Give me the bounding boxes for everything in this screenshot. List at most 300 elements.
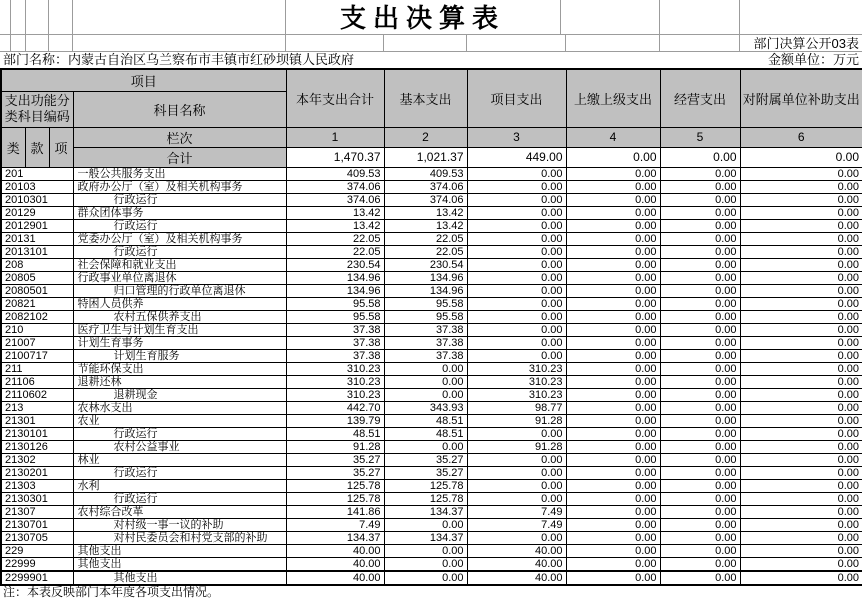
row-value-cell[interactable]: 7.49 bbox=[286, 518, 384, 531]
row-value-cell[interactable]: 0.00 bbox=[740, 180, 862, 193]
row-value-cell[interactable]: 0.00 bbox=[740, 219, 862, 232]
row-value-cell[interactable]: 134.96 bbox=[384, 284, 467, 297]
row-value-cell[interactable]: 0.00 bbox=[740, 375, 862, 388]
row-value-cell[interactable]: 0.00 bbox=[740, 297, 862, 310]
row-value-cell[interactable]: 40.00 bbox=[286, 557, 384, 571]
row-subject-cell[interactable]: 农村公益事业 bbox=[73, 440, 286, 453]
row-value-cell[interactable]: 13.42 bbox=[384, 206, 467, 219]
row-value-cell[interactable]: 310.23 bbox=[286, 375, 384, 388]
row-value-cell[interactable]: 0.00 bbox=[740, 245, 862, 258]
row-code-cell[interactable]: 2130126 bbox=[1, 440, 73, 453]
table-row bbox=[1, 284, 862, 297]
row-value-cell[interactable]: 0.00 bbox=[467, 219, 566, 232]
row-code-cell[interactable]: 213 bbox=[1, 401, 73, 414]
row-code-cell[interactable]: 2130701 bbox=[1, 518, 73, 531]
row-value-cell[interactable]: 0.00 bbox=[467, 531, 566, 544]
row-value-cell[interactable]: 40.00 bbox=[286, 544, 384, 557]
row-value-cell[interactable]: 0.00 bbox=[740, 492, 862, 505]
row-value-cell[interactable]: 40.00 bbox=[467, 544, 566, 557]
row-value-cell[interactable]: 0.00 bbox=[467, 297, 566, 310]
row-value-cell[interactable]: 0.00 bbox=[566, 297, 660, 310]
row-value-cell[interactable]: 0.00 bbox=[566, 375, 660, 388]
row-value-cell[interactable]: 0.00 bbox=[384, 557, 467, 571]
row-value-cell[interactable]: 35.27 bbox=[286, 453, 384, 466]
row-value-cell[interactable]: 125.78 bbox=[286, 479, 384, 492]
row-code-cell[interactable]: 20805 bbox=[1, 271, 73, 284]
row-code-cell[interactable]: 2082102 bbox=[1, 310, 73, 323]
row-value-cell[interactable]: 0.00 bbox=[740, 167, 862, 180]
row-value-cell[interactable]: 0.00 bbox=[660, 375, 740, 388]
row-value-cell[interactable]: 0.00 bbox=[467, 258, 566, 271]
row-value-cell[interactable]: 0.00 bbox=[660, 219, 740, 232]
row-value-cell[interactable]: 0.00 bbox=[740, 258, 862, 271]
total-value[interactable]: 1,470.37 bbox=[286, 147, 384, 167]
row-value-cell[interactable]: 0.00 bbox=[566, 349, 660, 362]
row-subject-cell[interactable]: 行政事业单位离退休 bbox=[73, 271, 286, 284]
row-subject-cell[interactable]: 党委办公厅（室）及相关机构事务 bbox=[73, 232, 286, 245]
row-value-cell[interactable]: 0.00 bbox=[660, 388, 740, 401]
row-value-cell[interactable]: 0.00 bbox=[467, 427, 566, 440]
row-code-cell[interactable]: 2012901 bbox=[1, 219, 73, 232]
row-value-cell[interactable]: 0.00 bbox=[566, 505, 660, 518]
row-value-cell[interactable]: 0.00 bbox=[660, 492, 740, 505]
row-value-cell[interactable]: 98.77 bbox=[467, 401, 566, 414]
row-value-cell[interactable]: 0.00 bbox=[740, 193, 862, 206]
row-value-cell[interactable]: 48.51 bbox=[384, 414, 467, 427]
row-code-cell[interactable]: 20131 bbox=[1, 232, 73, 245]
gridline bbox=[560, 0, 561, 34]
row-value-cell[interactable]: 0.00 bbox=[384, 544, 467, 557]
row-value-cell[interactable]: 0.00 bbox=[467, 206, 566, 219]
row-value-cell[interactable]: 0.00 bbox=[660, 401, 740, 414]
row-value-cell[interactable]: 0.00 bbox=[467, 180, 566, 193]
row-value-cell[interactable]: 0.00 bbox=[660, 362, 740, 375]
row-value-cell[interactable]: 0.00 bbox=[740, 518, 862, 531]
row-value-cell[interactable]: 0.00 bbox=[660, 232, 740, 245]
row-value-cell[interactable]: 37.38 bbox=[286, 323, 384, 336]
row-value-cell[interactable]: 0.00 bbox=[467, 271, 566, 284]
row-value-cell[interactable]: 0.00 bbox=[566, 219, 660, 232]
row-subject-cell[interactable]: 行政运行 bbox=[73, 427, 286, 440]
row-value-cell[interactable]: 0.00 bbox=[660, 206, 740, 219]
table-row bbox=[1, 531, 862, 544]
row-code-cell[interactable]: 2110602 bbox=[1, 388, 73, 401]
row-value-cell[interactable]: 0.00 bbox=[740, 284, 862, 297]
row-value-cell[interactable]: 0.00 bbox=[740, 401, 862, 414]
row-value-cell[interactable]: 0.00 bbox=[740, 466, 862, 479]
row-value-cell[interactable]: 0.00 bbox=[660, 180, 740, 193]
row-value-cell[interactable]: 13.42 bbox=[384, 219, 467, 232]
row-value-cell[interactable]: 0.00 bbox=[740, 544, 862, 557]
table-row bbox=[1, 375, 862, 388]
row-value-cell[interactable]: 310.23 bbox=[467, 388, 566, 401]
row-value-cell[interactable]: 13.42 bbox=[286, 219, 384, 232]
row-value-cell[interactable]: 0.00 bbox=[384, 362, 467, 375]
row-value-cell[interactable]: 37.38 bbox=[286, 349, 384, 362]
row-code-cell[interactable]: 20821 bbox=[1, 297, 73, 310]
row-value-cell[interactable]: 0.00 bbox=[660, 531, 740, 544]
header-col-total[interactable]: 本年支出合计 bbox=[286, 69, 384, 127]
row-value-cell[interactable]: 134.37 bbox=[286, 531, 384, 544]
row-value-cell[interactable]: 0.00 bbox=[566, 180, 660, 193]
row-value-cell[interactable]: 37.38 bbox=[286, 336, 384, 349]
row-value-cell[interactable]: 310.23 bbox=[286, 362, 384, 375]
row-subject-cell[interactable]: 群众团体事务 bbox=[73, 206, 286, 219]
row-code-cell[interactable]: 210 bbox=[1, 323, 73, 336]
row-value-cell[interactable]: 0.00 bbox=[566, 453, 660, 466]
row-value-cell[interactable]: 0.00 bbox=[660, 258, 740, 271]
total-row-label[interactable]: 合计 bbox=[73, 147, 286, 167]
header-col-subsidy[interactable]: 对附属单位补助支出 bbox=[740, 69, 862, 127]
row-value-cell[interactable]: 0.00 bbox=[566, 440, 660, 453]
row-value-cell[interactable]: 310.23 bbox=[467, 362, 566, 375]
row-subject-cell[interactable]: 医疗卫生与计划生育支出 bbox=[73, 323, 286, 336]
row-value-cell[interactable]: 0.00 bbox=[660, 466, 740, 479]
row-value-cell[interactable]: 35.27 bbox=[286, 466, 384, 479]
row-value-cell[interactable]: 0.00 bbox=[467, 466, 566, 479]
row-value-cell[interactable]: 310.23 bbox=[286, 388, 384, 401]
row-value-cell[interactable]: 374.06 bbox=[384, 180, 467, 193]
table-row bbox=[1, 271, 862, 284]
row-value-cell[interactable]: 0.00 bbox=[467, 245, 566, 258]
row-code-cell[interactable]: 211 bbox=[1, 362, 73, 375]
row-subject-cell[interactable]: 对村民委员会和村党支部的补助 bbox=[73, 531, 286, 544]
row-value-cell[interactable]: 0.00 bbox=[660, 284, 740, 297]
row-value-cell[interactable]: 13.42 bbox=[286, 206, 384, 219]
row-subject-cell[interactable]: 其他支出 bbox=[73, 557, 286, 571]
row-value-cell[interactable]: 0.00 bbox=[467, 323, 566, 336]
row-value-cell[interactable]: 0.00 bbox=[566, 571, 660, 585]
row-value-cell[interactable]: 0.00 bbox=[660, 518, 740, 531]
row-value-cell[interactable]: 0.00 bbox=[740, 271, 862, 284]
row-value-cell[interactable]: 0.00 bbox=[467, 453, 566, 466]
gridline bbox=[659, 0, 660, 51]
row-value-cell[interactable]: 0.00 bbox=[467, 284, 566, 297]
header-col-basic[interactable]: 基本支出 bbox=[384, 69, 467, 127]
row-value-cell[interactable]: 0.00 bbox=[566, 167, 660, 180]
row-code-cell[interactable]: 21301 bbox=[1, 414, 73, 427]
row-value-cell[interactable]: 139.79 bbox=[286, 414, 384, 427]
row-value-cell[interactable]: 0.00 bbox=[566, 414, 660, 427]
row-code-cell[interactable]: 20129 bbox=[1, 206, 73, 219]
row-value-cell[interactable]: 0.00 bbox=[660, 440, 740, 453]
header-col-project-exp[interactable]: 项目支出 bbox=[467, 69, 566, 127]
row-subject-cell[interactable]: 行政运行 bbox=[73, 466, 286, 479]
row-value-cell[interactable]: 95.58 bbox=[286, 310, 384, 323]
row-value-cell[interactable]: 48.51 bbox=[286, 427, 384, 440]
column-number[interactable]: 6 bbox=[740, 127, 862, 147]
row-value-cell[interactable]: 0.00 bbox=[740, 362, 862, 375]
row-value-cell[interactable]: 0.00 bbox=[740, 505, 862, 518]
row-value-cell[interactable]: 0.00 bbox=[660, 323, 740, 336]
row-value-cell[interactable]: 37.38 bbox=[384, 349, 467, 362]
row-value-cell[interactable]: 91.28 bbox=[467, 440, 566, 453]
row-value-cell[interactable]: 0.00 bbox=[660, 271, 740, 284]
row-value-cell[interactable]: 0.00 bbox=[566, 271, 660, 284]
header-row-index[interactable]: 栏次 bbox=[73, 127, 286, 147]
row-code-cell[interactable]: 22999 bbox=[1, 557, 73, 571]
row-value-cell[interactable]: 310.23 bbox=[467, 375, 566, 388]
row-value-cell[interactable]: 0.00 bbox=[740, 414, 862, 427]
row-value-cell[interactable]: 0.00 bbox=[660, 336, 740, 349]
table-row bbox=[1, 167, 862, 180]
gridline bbox=[72, 0, 73, 51]
row-value-cell[interactable]: 0.00 bbox=[660, 544, 740, 557]
row-value-cell[interactable]: 0.00 bbox=[467, 193, 566, 206]
table-code-label: 部门决算公开03表 bbox=[753, 36, 859, 51]
row-value-cell[interactable]: 0.00 bbox=[384, 375, 467, 388]
table-row bbox=[1, 388, 862, 401]
row-value-cell[interactable]: 0.00 bbox=[467, 310, 566, 323]
row-value-cell[interactable]: 0.00 bbox=[467, 349, 566, 362]
row-value-cell[interactable]: 0.00 bbox=[740, 310, 862, 323]
row-code-cell[interactable]: 2010301 bbox=[1, 193, 73, 206]
row-subject-cell[interactable]: 对村级一事一议的补助 bbox=[73, 518, 286, 531]
row-code-cell[interactable]: 208 bbox=[1, 258, 73, 271]
row-value-cell[interactable]: 0.00 bbox=[566, 492, 660, 505]
row-code-cell[interactable]: 20103 bbox=[1, 180, 73, 193]
column-number[interactable]: 1 bbox=[286, 127, 384, 147]
row-code-cell[interactable]: 2100717 bbox=[1, 349, 73, 362]
gridline bbox=[383, 34, 384, 51]
row-code-cell[interactable]: 21307 bbox=[1, 505, 73, 518]
row-value-cell[interactable]: 0.00 bbox=[384, 571, 467, 585]
row-value-cell[interactable]: 0.00 bbox=[566, 362, 660, 375]
row-value-cell[interactable]: 0.00 bbox=[740, 440, 862, 453]
row-value-cell[interactable]: 134.96 bbox=[286, 284, 384, 297]
row-code-cell[interactable]: 21007 bbox=[1, 336, 73, 349]
row-value-cell[interactable]: 343.93 bbox=[384, 401, 467, 414]
total-value[interactable]: 0.00 bbox=[566, 147, 660, 167]
row-value-cell[interactable]: 7.49 bbox=[467, 518, 566, 531]
row-subject-cell[interactable]: 农林水支出 bbox=[73, 401, 286, 414]
row-code-cell[interactable]: 2130705 bbox=[1, 531, 73, 544]
row-value-cell[interactable]: 0.00 bbox=[566, 310, 660, 323]
row-code-cell[interactable]: 2013101 bbox=[1, 245, 73, 258]
header-col-item[interactable]: 项 bbox=[49, 127, 73, 167]
row-code-cell[interactable]: 229 bbox=[1, 544, 73, 557]
row-subject-cell[interactable]: 政府办公厅（室）及相关机构事务 bbox=[73, 180, 286, 193]
row-subject-cell[interactable]: 农村五保供养支出 bbox=[73, 310, 286, 323]
row-value-cell[interactable]: 35.27 bbox=[384, 453, 467, 466]
row-code-cell[interactable]: 2130201 bbox=[1, 466, 73, 479]
title-area bbox=[0, 0, 862, 68]
header-project[interactable]: 项目 bbox=[1, 69, 286, 91]
row-value-cell[interactable]: 91.28 bbox=[286, 440, 384, 453]
row-value-cell[interactable]: 40.00 bbox=[467, 557, 566, 571]
row-value-cell[interactable]: 7.49 bbox=[467, 505, 566, 518]
row-value-cell[interactable]: 0.00 bbox=[740, 571, 862, 585]
row-value-cell[interactable]: 0.00 bbox=[566, 206, 660, 219]
table-row bbox=[1, 479, 862, 492]
header-col-section[interactable]: 款 bbox=[25, 127, 49, 167]
row-value-cell[interactable]: 125.78 bbox=[286, 492, 384, 505]
row-code-cell[interactable]: 21303 bbox=[1, 479, 73, 492]
row-value-cell[interactable]: 0.00 bbox=[740, 557, 862, 571]
row-value-cell[interactable]: 22.05 bbox=[286, 245, 384, 258]
row-value-cell[interactable]: 0.00 bbox=[740, 323, 862, 336]
table-row bbox=[1, 193, 862, 206]
row-value-cell[interactable]: 0.00 bbox=[566, 193, 660, 206]
row-value-cell[interactable]: 37.38 bbox=[384, 323, 467, 336]
row-value-cell[interactable]: 141.86 bbox=[286, 505, 384, 518]
row-value-cell[interactable]: 0.00 bbox=[660, 453, 740, 466]
row-value-cell[interactable]: 0.00 bbox=[740, 336, 862, 349]
row-value-cell[interactable]: 0.00 bbox=[566, 557, 660, 571]
table-row bbox=[1, 505, 862, 518]
row-value-cell[interactable]: 134.96 bbox=[384, 271, 467, 284]
row-value-cell[interactable]: 0.00 bbox=[566, 466, 660, 479]
row-value-cell[interactable]: 35.27 bbox=[384, 466, 467, 479]
row-value-cell[interactable]: 0.00 bbox=[384, 440, 467, 453]
row-value-cell[interactable]: 0.00 bbox=[660, 479, 740, 492]
row-subject-cell[interactable]: 水利 bbox=[73, 479, 286, 492]
row-code-cell[interactable]: 2130101 bbox=[1, 427, 73, 440]
row-value-cell[interactable]: 0.00 bbox=[566, 427, 660, 440]
row-value-cell[interactable]: 0.00 bbox=[467, 492, 566, 505]
row-value-cell[interactable]: 0.00 bbox=[660, 557, 740, 571]
row-value-cell[interactable]: 0.00 bbox=[566, 388, 660, 401]
header-col-upper[interactable]: 上缴上级支出 bbox=[566, 69, 660, 127]
row-value-cell[interactable]: 409.53 bbox=[384, 167, 467, 180]
row-value-cell[interactable]: 0.00 bbox=[384, 388, 467, 401]
row-value-cell[interactable]: 0.00 bbox=[566, 518, 660, 531]
column-number[interactable]: 3 bbox=[467, 127, 566, 147]
row-subject-cell[interactable]: 林业 bbox=[73, 453, 286, 466]
row-value-cell[interactable]: 0.00 bbox=[566, 401, 660, 414]
row-value-cell[interactable]: 37.38 bbox=[384, 336, 467, 349]
row-subject-cell[interactable]: 行政运行 bbox=[73, 492, 286, 505]
row-value-cell[interactable]: 134.37 bbox=[384, 505, 467, 518]
row-value-cell[interactable]: 0.00 bbox=[660, 349, 740, 362]
row-subject-cell[interactable]: 行政运行 bbox=[73, 193, 286, 206]
row-code-cell[interactable]: 2299901 bbox=[1, 571, 73, 585]
row-value-cell[interactable]: 0.00 bbox=[566, 323, 660, 336]
row-value-cell[interactable]: 374.06 bbox=[286, 193, 384, 206]
row-value-cell[interactable]: 0.00 bbox=[566, 245, 660, 258]
row-value-cell[interactable]: 0.00 bbox=[740, 232, 862, 245]
row-value-cell[interactable]: 95.58 bbox=[384, 297, 467, 310]
row-value-cell[interactable]: 374.06 bbox=[286, 180, 384, 193]
row-code-cell[interactable]: 2130301 bbox=[1, 492, 73, 505]
header-code[interactable]: 支出功能分类科目编码 bbox=[1, 91, 73, 127]
row-value-cell[interactable]: 22.05 bbox=[384, 245, 467, 258]
row-value-cell[interactable]: 0.00 bbox=[660, 414, 740, 427]
row-value-cell[interactable]: 0.00 bbox=[566, 479, 660, 492]
total-value[interactable]: 449.00 bbox=[467, 147, 566, 167]
row-value-cell[interactable]: 95.58 bbox=[384, 310, 467, 323]
row-subject-cell[interactable]: 特困人员供养 bbox=[73, 297, 286, 310]
row-value-cell[interactable]: 0.00 bbox=[660, 505, 740, 518]
row-value-cell[interactable]: 0.00 bbox=[740, 479, 862, 492]
total-value[interactable]: 1,021.37 bbox=[384, 147, 467, 167]
row-value-cell[interactable]: 409.53 bbox=[286, 167, 384, 180]
row-value-cell[interactable]: 125.78 bbox=[384, 479, 467, 492]
row-value-cell[interactable]: 0.00 bbox=[384, 518, 467, 531]
row-value-cell[interactable]: 0.00 bbox=[660, 297, 740, 310]
row-value-cell[interactable]: 0.00 bbox=[660, 571, 740, 585]
row-value-cell[interactable]: 442.70 bbox=[286, 401, 384, 414]
total-value[interactable]: 0.00 bbox=[740, 147, 862, 167]
row-subject-cell[interactable]: 一般公共服务支出 bbox=[73, 167, 286, 180]
row-value-cell[interactable]: 374.06 bbox=[384, 193, 467, 206]
row-value-cell[interactable]: 22.05 bbox=[384, 232, 467, 245]
row-value-cell[interactable]: 48.51 bbox=[384, 427, 467, 440]
row-value-cell[interactable]: 0.00 bbox=[566, 232, 660, 245]
row-subject-cell[interactable]: 归口管理的行政单位离退休 bbox=[73, 284, 286, 297]
row-subject-cell[interactable]: 节能环保支出 bbox=[73, 362, 286, 375]
row-value-cell[interactable]: 22.05 bbox=[286, 232, 384, 245]
row-subject-cell[interactable]: 农业 bbox=[73, 414, 286, 427]
row-value-cell[interactable]: 0.00 bbox=[566, 258, 660, 271]
row-subject-cell[interactable]: 农村综合改革 bbox=[73, 505, 286, 518]
row-value-cell[interactable]: 95.58 bbox=[286, 297, 384, 310]
row-value-cell[interactable]: 0.00 bbox=[740, 206, 862, 219]
total-value[interactable]: 0.00 bbox=[660, 147, 740, 167]
row-subject-cell[interactable]: 退耕还林 bbox=[73, 375, 286, 388]
row-value-cell[interactable]: 0.00 bbox=[566, 336, 660, 349]
amount-unit-label: 金额单位：万元 bbox=[767, 52, 859, 67]
row-value-cell[interactable]: 40.00 bbox=[467, 571, 566, 585]
row-subject-cell[interactable]: 行政运行 bbox=[73, 219, 286, 232]
row-value-cell[interactable]: 0.00 bbox=[660, 245, 740, 258]
row-value-cell[interactable]: 0.00 bbox=[740, 427, 862, 440]
row-value-cell[interactable]: 0.00 bbox=[467, 232, 566, 245]
row-value-cell[interactable]: 0.00 bbox=[566, 531, 660, 544]
row-value-cell[interactable]: 0.00 bbox=[467, 336, 566, 349]
row-value-cell[interactable]: 0.00 bbox=[740, 388, 862, 401]
row-value-cell[interactable]: 0.00 bbox=[660, 167, 740, 180]
row-subject-cell[interactable]: 社会保障和就业支出 bbox=[73, 258, 286, 271]
row-value-cell[interactable]: 0.00 bbox=[740, 453, 862, 466]
column-number[interactable]: 2 bbox=[384, 127, 467, 147]
header-col-operating[interactable]: 经营支出 bbox=[660, 69, 740, 127]
row-code-cell[interactable]: 201 bbox=[1, 167, 73, 180]
row-code-cell[interactable]: 2080501 bbox=[1, 284, 73, 297]
row-subject-cell[interactable]: 行政运行 bbox=[73, 245, 286, 258]
row-value-cell[interactable]: 134.37 bbox=[384, 531, 467, 544]
row-subject-cell[interactable]: 其他支出 bbox=[73, 571, 286, 585]
row-code-cell[interactable]: 21106 bbox=[1, 375, 73, 388]
row-value-cell[interactable]: 0.00 bbox=[566, 284, 660, 297]
row-subject-cell[interactable]: 计划生育服务 bbox=[73, 349, 286, 362]
row-value-cell[interactable]: 125.78 bbox=[384, 492, 467, 505]
row-value-cell[interactable]: 134.96 bbox=[286, 271, 384, 284]
row-value-cell[interactable]: 0.00 bbox=[740, 531, 862, 544]
row-code-cell[interactable]: 21302 bbox=[1, 453, 73, 466]
row-subject-cell[interactable]: 其他支出 bbox=[73, 544, 286, 557]
row-subject-cell[interactable]: 计划生育事务 bbox=[73, 336, 286, 349]
header-col-class[interactable]: 类 bbox=[1, 127, 25, 167]
header-subject-name[interactable]: 科目名称 bbox=[73, 91, 286, 127]
row-value-cell[interactable]: 0.00 bbox=[740, 349, 862, 362]
row-value-cell[interactable]: 0.00 bbox=[566, 544, 660, 557]
row-value-cell[interactable]: 0.00 bbox=[467, 167, 566, 180]
row-subject-cell[interactable]: 退耕现金 bbox=[73, 388, 286, 401]
row-value-cell[interactable]: 230.54 bbox=[384, 258, 467, 271]
column-number[interactable]: 5 bbox=[660, 127, 740, 147]
row-value-cell[interactable]: 40.00 bbox=[286, 571, 384, 585]
expenditure-table bbox=[0, 68, 862, 586]
row-value-cell[interactable]: 0.00 bbox=[660, 193, 740, 206]
row-value-cell[interactable]: 230.54 bbox=[286, 258, 384, 271]
row-value-cell[interactable]: 91.28 bbox=[467, 414, 566, 427]
row-value-cell[interactable]: 0.00 bbox=[660, 310, 740, 323]
column-number[interactable]: 4 bbox=[566, 127, 660, 147]
table-row bbox=[1, 414, 862, 427]
row-value-cell[interactable]: 0.00 bbox=[660, 427, 740, 440]
row-value-cell[interactable]: 0.00 bbox=[467, 479, 566, 492]
